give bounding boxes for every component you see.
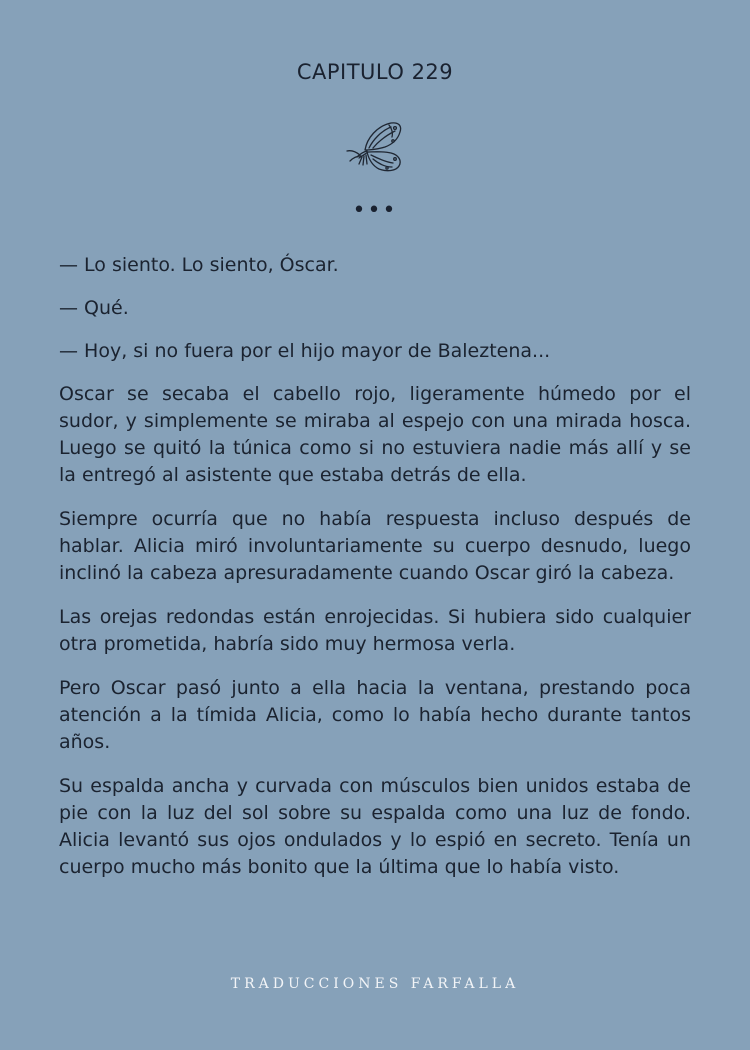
separator-dots: ••• (352, 198, 398, 223)
paragraph: Pero Oscar pasó junto a ella hacia la ventana, prestando poca atención a la tímida Alicia, como lo había hecho durante tantos años. (59, 677, 691, 753)
paragraph: — Qué. (59, 297, 129, 319)
paragraph: Oscar se secaba el cabello rojo, ligeramente húmedo por el sudor, y simplemente se miraba al espejo con una mirada hosca. Luego se quitó la túnica como si no estuviera nadie más allí y se la entregó al asistente que estaba detrás de ella. (59, 383, 691, 486)
butterfly-icon (343, 120, 405, 174)
chapter-title: CAPITULO 229 (296, 60, 454, 84)
chapter-body (59, 252, 691, 898)
paragraph: Su espalda ancha y curvada con músculos bien unidos estaba de pie con la luz del sol sobre su espalda como una luz de fondo. Alicia levantó sus ojos ondulados y lo espió en secreto. Tenía un cuerpo mucho más bonito que la última que lo había visto. (59, 775, 691, 878)
footer-credit: TRADUCCIONES FARFALLA (230, 976, 520, 992)
paragraph: — Lo siento. Lo siento, Óscar. (59, 254, 339, 276)
paragraph: Siempre ocurría que no había respuesta incluso después de hablar. Alicia miró involuntariamente su cuerpo desnudo, luego inclinó la cabeza apresuradamente cuando Oscar giró la cabeza. (59, 508, 691, 584)
paragraph: Las orejas redondas están enrojecidas. Si hubiera sido cualquier otra prometida, habría sido muy hermosa verla. (59, 606, 691, 655)
paragraph: — Hoy, si no fuera por el hijo mayor de Baleztena... (59, 340, 551, 362)
